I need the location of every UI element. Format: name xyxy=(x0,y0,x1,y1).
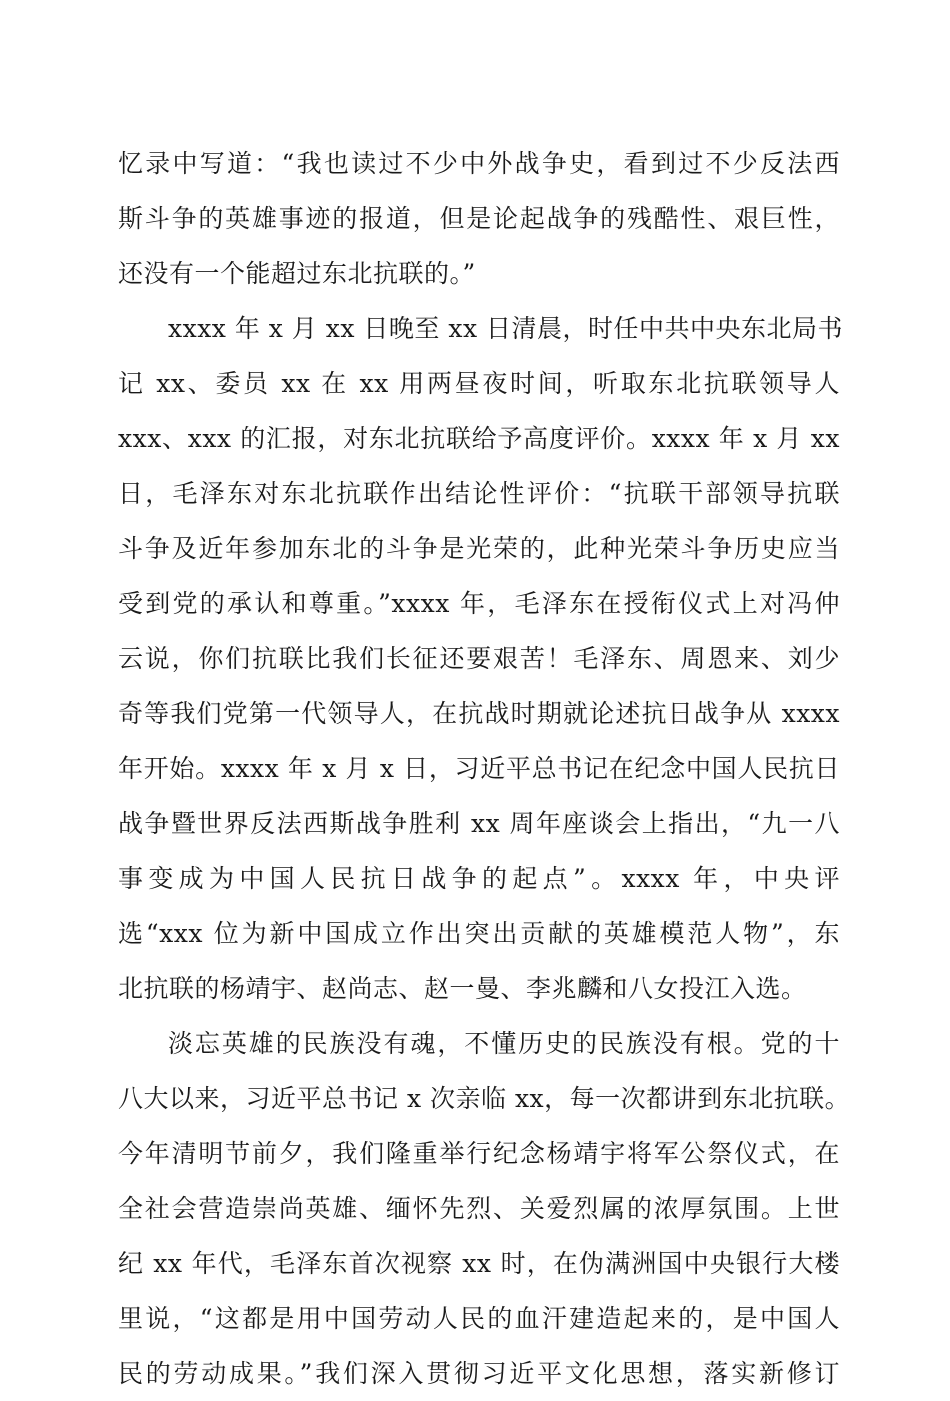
text-line: 今年清明节前夕，我们隆重举行纪念杨靖宇将军公祭仪式，在 xyxy=(118,1139,840,1168)
document-body xyxy=(118,136,851,1401)
paragraph-1 xyxy=(118,136,840,301)
text-line: 选“xxx 位为新中国成立作出突出贡献的英雄模范人物”，东 xyxy=(118,919,840,948)
paragraph-3 xyxy=(118,1016,851,1401)
text-line: 还没有一个能超过东北抗联的。” xyxy=(118,259,476,288)
text-line: 斯斗争的英雄事迹的报道，但是论起战争的残酷性、艰巨性， xyxy=(118,204,840,233)
text-line: 受到党的承认和尊重。”xxxx 年，毛泽东在授衔仪式上对冯仲 xyxy=(118,589,840,618)
text-line: 忆录中写道：“我也读过不少中外战争史，看到过不少反法西 xyxy=(118,149,840,178)
text-line: 民的劳动成果。”我们深入贯彻习近平文化思想，落实新修订 xyxy=(118,1359,840,1388)
text-line: 记 xx、委员 xx 在 xx 用两昼夜时间，听取东北抗联领导人 xyxy=(118,369,840,398)
text-line: 战争暨世界反法西斯战争胜利 xx 周年座谈会上指出，“九一八 xyxy=(118,809,840,838)
text-line: 八大以来，习近平总书记 x 次亲临 xx，每一次都讲到东北抗联。 xyxy=(118,1084,851,1113)
text-line: 里说，“这都是用中国劳动人民的血汗建造起来的，是中国人 xyxy=(118,1304,840,1333)
text-line: 日，毛泽东对东北抗联作出结论性评价：“抗联干部领导抗联 xyxy=(118,479,840,508)
text-line: 云说，你们抗联比我们长征还要艰苦！毛泽东、周恩来、刘少 xyxy=(118,644,840,673)
text-line: 全社会营造崇尚英雄、缅怀先烈、关爱烈属的浓厚氛围。上世 xyxy=(118,1194,840,1223)
text-line: 斗争及近年参加东北的斗争是光荣的，此种光荣斗争历史应当 xyxy=(118,534,840,563)
text-line: xxx、xxx 的汇报，对东北抗联给予高度评价。xxxx 年 x 月 xx xyxy=(118,424,840,453)
text-line: 事变成为中国人民抗日战争的起点”。xxxx 年，中央评 xyxy=(118,864,840,893)
text-line: 淡忘英雄的民族没有魂，不懂历史的民族没有根。党的十 xyxy=(168,1029,840,1058)
text-line: 奇等我们党第一代领导人，在抗战时期就论述抗日战争从 xxxx xyxy=(118,699,840,728)
text-line: 北抗联的杨靖宇、赵尚志、赵一曼、李兆麟和八女投江入选。 xyxy=(118,974,807,1003)
paragraph-2 xyxy=(118,301,844,1016)
text-line: 纪 xx 年代，毛泽东首次视察 xx 时，在伪满洲国中央银行大楼 xyxy=(118,1249,840,1278)
text-line: 年开始。xxxx 年 x 月 x 日，习近平总书记在纪念中国人民抗日 xyxy=(118,754,840,783)
text-line: xxxx 年 x 月 xx 日晚至 xx 日清晨，时任中共中央东北局书 xyxy=(168,314,844,343)
